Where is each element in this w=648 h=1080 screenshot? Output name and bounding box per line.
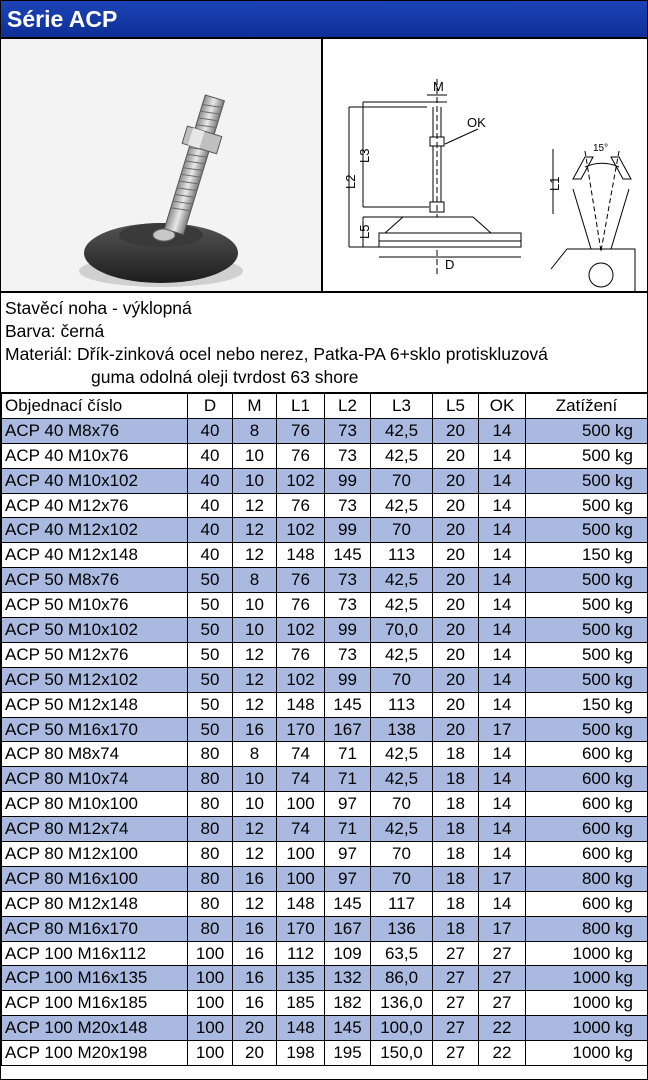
- cell-m: 10: [233, 593, 277, 618]
- cell-m: 20: [233, 1041, 277, 1066]
- cell-l2: 73: [325, 568, 371, 593]
- cell-d: 100: [188, 941, 233, 966]
- cell-l3: 150,0: [371, 1041, 433, 1066]
- cell-load: 600 kg: [526, 817, 648, 842]
- cell-m: 12: [233, 817, 277, 842]
- cell-l1: 74: [277, 742, 325, 767]
- cell-order-number: ACP 80 M12x74: [2, 817, 188, 842]
- cell-ok: 17: [479, 717, 526, 742]
- cell-order-number: ACP 50 M8x76: [2, 568, 188, 593]
- cell-load: 500 kg: [526, 568, 648, 593]
- cell-ok: 14: [479, 443, 526, 468]
- description-line-1: Stavěcí noha - výklopná: [5, 298, 192, 318]
- product-photo: [1, 39, 323, 291]
- cell-l2: 145: [325, 891, 371, 916]
- cell-l5: 20: [433, 642, 479, 667]
- table-body: [2, 418, 648, 1065]
- cell-l5: 18: [433, 866, 479, 891]
- table-row: [2, 941, 648, 966]
- cell-l3: 42,5: [371, 443, 433, 468]
- cell-d: 80: [188, 891, 233, 916]
- cell-l5: 18: [433, 742, 479, 767]
- table-row: [2, 593, 648, 618]
- cell-load: 150 kg: [526, 543, 648, 568]
- cell-load: 1000 kg: [526, 1016, 648, 1041]
- cell-load: 1000 kg: [526, 966, 648, 991]
- cell-order-number: ACP 50 M12x102: [2, 667, 188, 692]
- cell-load: 600 kg: [526, 792, 648, 817]
- cell-load: 500 kg: [526, 418, 648, 443]
- label-l3: L3: [357, 148, 372, 163]
- cell-l1: 74: [277, 767, 325, 792]
- cell-d: 40: [188, 418, 233, 443]
- cell-d: 40: [188, 443, 233, 468]
- cell-load: 500 kg: [526, 493, 648, 518]
- cell-ok: 14: [479, 742, 526, 767]
- cell-order-number: ACP 100 M16x135: [2, 966, 188, 991]
- cell-ok: 14: [479, 642, 526, 667]
- cell-ok: 17: [479, 916, 526, 941]
- cell-ok: 14: [479, 667, 526, 692]
- cell-d: 40: [188, 468, 233, 493]
- cell-order-number: ACP 80 M16x100: [2, 866, 188, 891]
- table-row: [2, 991, 648, 1016]
- cell-m: 16: [233, 916, 277, 941]
- cell-d: 50: [188, 717, 233, 742]
- product-description: [1, 293, 647, 393]
- label-angle: 15°: [593, 143, 609, 154]
- cell-l5: 18: [433, 767, 479, 792]
- cell-l1: 148: [277, 1016, 325, 1041]
- cell-d: 40: [188, 543, 233, 568]
- cell-l1: 102: [277, 618, 325, 643]
- table-row: [2, 742, 648, 767]
- cell-l2: 99: [325, 618, 371, 643]
- cell-l1: 135: [277, 966, 325, 991]
- cell-order-number: ACP 80 M8x74: [2, 742, 188, 767]
- cell-order-number: ACP 40 M8x76: [2, 418, 188, 443]
- cell-order-number: ACP 50 M16x170: [2, 717, 188, 742]
- cell-ok: 14: [479, 468, 526, 493]
- table-row: [2, 443, 648, 468]
- cell-l3: 136,0: [371, 991, 433, 1016]
- cell-l3: 70,0: [371, 618, 433, 643]
- cell-l5: 18: [433, 817, 479, 842]
- cell-order-number: ACP 40 M12x76: [2, 493, 188, 518]
- table-row: [2, 667, 648, 692]
- cell-l5: 27: [433, 966, 479, 991]
- cell-m: 12: [233, 667, 277, 692]
- cell-l2: 132: [325, 966, 371, 991]
- leveling-foot-illustration: [1, 39, 321, 291]
- cell-l3: 117: [371, 891, 433, 916]
- cell-l5: 20: [433, 543, 479, 568]
- cell-m: 10: [233, 767, 277, 792]
- cell-l2: 71: [325, 742, 371, 767]
- cell-order-number: ACP 50 M10x102: [2, 618, 188, 643]
- cell-order-number: ACP 80 M12x148: [2, 891, 188, 916]
- header-l3: L3: [371, 394, 433, 419]
- cell-m: 16: [233, 866, 277, 891]
- table-row: [2, 418, 648, 443]
- cell-l2: 167: [325, 916, 371, 941]
- cell-d: 100: [188, 991, 233, 1016]
- cell-d: 50: [188, 667, 233, 692]
- cell-d: 80: [188, 842, 233, 867]
- cell-m: 20: [233, 1016, 277, 1041]
- cell-l3: 70: [371, 518, 433, 543]
- cell-ok: 22: [479, 1016, 526, 1041]
- header-l1: L1: [277, 394, 325, 419]
- cell-load: 150 kg: [526, 692, 648, 717]
- cell-m: 10: [233, 618, 277, 643]
- cell-order-number: ACP 80 M16x170: [2, 916, 188, 941]
- cell-load: 500 kg: [526, 468, 648, 493]
- cell-ok: 14: [479, 568, 526, 593]
- cell-ok: 17: [479, 866, 526, 891]
- cell-l3: 70: [371, 468, 433, 493]
- cell-load: 600 kg: [526, 767, 648, 792]
- cell-l5: 20: [433, 568, 479, 593]
- cell-l2: 73: [325, 593, 371, 618]
- cell-m: 12: [233, 891, 277, 916]
- cell-d: 100: [188, 966, 233, 991]
- cell-m: 8: [233, 742, 277, 767]
- table-row: [2, 518, 648, 543]
- cell-l3: 113: [371, 692, 433, 717]
- cell-ok: 14: [479, 792, 526, 817]
- cell-l2: 145: [325, 1016, 371, 1041]
- cell-l2: 145: [325, 692, 371, 717]
- series-title: Série ACP: [1, 1, 647, 39]
- cell-ok: 27: [479, 966, 526, 991]
- cell-d: 80: [188, 792, 233, 817]
- table-row: [2, 468, 648, 493]
- cell-l2: 71: [325, 767, 371, 792]
- cell-ok: 27: [479, 941, 526, 966]
- cell-order-number: ACP 40 M10x102: [2, 468, 188, 493]
- cell-load: 500 kg: [526, 618, 648, 643]
- cell-order-number: ACP 40 M12x102: [2, 518, 188, 543]
- cell-d: 50: [188, 568, 233, 593]
- cell-l2: 99: [325, 667, 371, 692]
- cell-l3: 42,5: [371, 642, 433, 667]
- table-row: [2, 642, 648, 667]
- cell-l2: 73: [325, 493, 371, 518]
- cell-ok: 14: [479, 543, 526, 568]
- cell-l1: 148: [277, 891, 325, 916]
- cell-order-number: ACP 50 M12x148: [2, 692, 188, 717]
- cell-l1: 102: [277, 667, 325, 692]
- header-order-number: Objednací číslo: [2, 394, 188, 419]
- cell-load: 500 kg: [526, 443, 648, 468]
- cell-l3: 42,5: [371, 593, 433, 618]
- cell-l5: 20: [433, 468, 479, 493]
- table-row: [2, 916, 648, 941]
- cell-l1: 102: [277, 468, 325, 493]
- cell-order-number: ACP 100 M16x185: [2, 991, 188, 1016]
- table-row: [2, 891, 648, 916]
- cell-l2: 97: [325, 866, 371, 891]
- cell-order-number: ACP 50 M10x76: [2, 593, 188, 618]
- cell-l5: 18: [433, 792, 479, 817]
- cell-load: 600 kg: [526, 742, 648, 767]
- cell-order-number: ACP 100 M20x148: [2, 1016, 188, 1041]
- cell-d: 80: [188, 767, 233, 792]
- cell-order-number: ACP 100 M16x112: [2, 941, 188, 966]
- cell-l1: 76: [277, 568, 325, 593]
- cell-m: 16: [233, 941, 277, 966]
- description-line-4: guma odolná oleji tvrdost 63 shore: [91, 367, 359, 387]
- cell-l3: 42,5: [371, 418, 433, 443]
- cell-d: 40: [188, 493, 233, 518]
- cell-l3: 100,0: [371, 1016, 433, 1041]
- cell-l1: 74: [277, 817, 325, 842]
- cell-d: 50: [188, 618, 233, 643]
- cell-l3: 70: [371, 667, 433, 692]
- cell-l1: 170: [277, 717, 325, 742]
- cell-d: 80: [188, 817, 233, 842]
- cell-l1: 102: [277, 518, 325, 543]
- cell-m: 8: [233, 568, 277, 593]
- cell-d: 80: [188, 916, 233, 941]
- cell-l5: 27: [433, 991, 479, 1016]
- table-row: [2, 618, 648, 643]
- cell-load: 1000 kg: [526, 941, 648, 966]
- table-header-row: [2, 394, 648, 419]
- cell-m: 12: [233, 842, 277, 867]
- cell-l3: 42,5: [371, 767, 433, 792]
- cell-l5: 20: [433, 518, 479, 543]
- cell-ok: 14: [479, 767, 526, 792]
- cell-load: 500 kg: [526, 642, 648, 667]
- cell-l5: 18: [433, 891, 479, 916]
- cell-d: 50: [188, 692, 233, 717]
- cell-l3: 63,5: [371, 941, 433, 966]
- cell-load: 600 kg: [526, 842, 648, 867]
- cell-l2: 97: [325, 792, 371, 817]
- cell-l3: 42,5: [371, 742, 433, 767]
- cell-order-number: ACP 40 M10x76: [2, 443, 188, 468]
- cell-order-number: ACP 80 M12x100: [2, 842, 188, 867]
- cell-l1: 76: [277, 642, 325, 667]
- cell-l3: 42,5: [371, 568, 433, 593]
- table-row: [2, 767, 648, 792]
- cell-l1: 100: [277, 842, 325, 867]
- cell-ok: 14: [479, 842, 526, 867]
- cell-m: 12: [233, 493, 277, 518]
- cell-l1: 76: [277, 493, 325, 518]
- label-d: D: [445, 257, 455, 272]
- table-row: [2, 692, 648, 717]
- cell-l2: 109: [325, 941, 371, 966]
- cell-ok: 14: [479, 418, 526, 443]
- cell-d: 40: [188, 518, 233, 543]
- cell-l5: 18: [433, 842, 479, 867]
- cell-d: 80: [188, 866, 233, 891]
- cell-load: 800 kg: [526, 916, 648, 941]
- cell-l1: 76: [277, 443, 325, 468]
- table-row: [2, 792, 648, 817]
- table-row: [2, 717, 648, 742]
- cell-l5: 20: [433, 418, 479, 443]
- cell-l3: 113: [371, 543, 433, 568]
- cell-ok: 14: [479, 518, 526, 543]
- label-l5: L5: [357, 224, 372, 239]
- cell-load: 800 kg: [526, 866, 648, 891]
- cell-m: 12: [233, 642, 277, 667]
- table-row: [2, 1041, 648, 1066]
- cell-l5: 18: [433, 916, 479, 941]
- cell-l5: 20: [433, 443, 479, 468]
- cell-load: 600 kg: [526, 891, 648, 916]
- cell-l5: 27: [433, 1016, 479, 1041]
- cell-m: 16: [233, 966, 277, 991]
- table-row: [2, 543, 648, 568]
- table-row: [2, 842, 648, 867]
- cell-l3: 42,5: [371, 493, 433, 518]
- cell-l5: 20: [433, 667, 479, 692]
- label-ok: OK: [467, 115, 486, 130]
- cell-load: 500 kg: [526, 667, 648, 692]
- cell-ok: 14: [479, 593, 526, 618]
- header-l2: L2: [325, 394, 371, 419]
- specification-table: [1, 393, 648, 1066]
- cell-m: 8: [233, 418, 277, 443]
- cell-l1: 112: [277, 941, 325, 966]
- cell-ok: 14: [479, 493, 526, 518]
- cell-l2: 167: [325, 717, 371, 742]
- header-ok: OK: [479, 394, 526, 419]
- cell-l2: 97: [325, 842, 371, 867]
- cell-l1: 185: [277, 991, 325, 1016]
- cell-m: 12: [233, 518, 277, 543]
- cell-l3: 86,0: [371, 966, 433, 991]
- cell-d: 100: [188, 1016, 233, 1041]
- cell-l5: 27: [433, 941, 479, 966]
- cell-d: 50: [188, 642, 233, 667]
- cell-load: 1000 kg: [526, 1041, 648, 1066]
- cell-load: 500 kg: [526, 593, 648, 618]
- cell-l1: 100: [277, 792, 325, 817]
- cell-l5: 20: [433, 717, 479, 742]
- technical-drawing: [323, 39, 647, 291]
- label-m: M: [433, 79, 444, 94]
- label-l1: L1: [547, 176, 562, 191]
- header-d: D: [188, 394, 233, 419]
- cell-order-number: ACP 80 M10x100: [2, 792, 188, 817]
- cell-order-number: ACP 100 M20x198: [2, 1041, 188, 1066]
- cell-load: 1000 kg: [526, 991, 648, 1016]
- table-row: [2, 817, 648, 842]
- cell-ok: 14: [479, 692, 526, 717]
- cell-l1: 76: [277, 593, 325, 618]
- cell-l1: 148: [277, 692, 325, 717]
- cell-m: 10: [233, 792, 277, 817]
- cell-l5: 20: [433, 618, 479, 643]
- cell-ok: 14: [479, 618, 526, 643]
- cell-d: 50: [188, 593, 233, 618]
- cell-l5: 20: [433, 692, 479, 717]
- cell-l2: 73: [325, 642, 371, 667]
- cell-l2: 145: [325, 543, 371, 568]
- description-line-2: Barva: černá: [5, 321, 105, 341]
- cell-l3: 70: [371, 842, 433, 867]
- cell-l1: 148: [277, 543, 325, 568]
- cell-m: 12: [233, 692, 277, 717]
- label-l2: L2: [343, 174, 358, 189]
- table-row: [2, 966, 648, 991]
- cell-l1: 198: [277, 1041, 325, 1066]
- cell-m: 16: [233, 717, 277, 742]
- table-row: [2, 568, 648, 593]
- cell-l3: 136: [371, 916, 433, 941]
- cell-l5: 20: [433, 493, 479, 518]
- cell-l2: 71: [325, 817, 371, 842]
- cell-load: 500 kg: [526, 518, 648, 543]
- header-load: Zatížení: [526, 394, 648, 419]
- cell-m: 10: [233, 468, 277, 493]
- cell-l3: 70: [371, 792, 433, 817]
- cell-m: 10: [233, 443, 277, 468]
- cell-order-number: ACP 50 M12x76: [2, 642, 188, 667]
- header-l5: L5: [433, 394, 479, 419]
- cell-l2: 99: [325, 468, 371, 493]
- cell-ok: 14: [479, 891, 526, 916]
- cell-l3: 70: [371, 866, 433, 891]
- cell-l2: 195: [325, 1041, 371, 1066]
- description-line-3: Materiál: Dřík-zinková ocel nebo nerez, Patka-PA 6+sklo protiskluzová: [5, 344, 548, 364]
- cell-load: 500 kg: [526, 717, 648, 742]
- table-row: [2, 1016, 648, 1041]
- cell-l1: 170: [277, 916, 325, 941]
- cell-l2: 73: [325, 443, 371, 468]
- cell-order-number: ACP 80 M10x74: [2, 767, 188, 792]
- table-row: [2, 866, 648, 891]
- cell-l2: 99: [325, 518, 371, 543]
- cell-d: 100: [188, 1041, 233, 1066]
- cell-l3: 42,5: [371, 817, 433, 842]
- cell-l1: 100: [277, 866, 325, 891]
- header-m: M: [233, 394, 277, 419]
- image-row: [1, 39, 647, 293]
- cell-m: 12: [233, 543, 277, 568]
- cell-ok: 27: [479, 991, 526, 1016]
- cell-l5: 20: [433, 593, 479, 618]
- cell-d: 80: [188, 742, 233, 767]
- cell-m: 16: [233, 991, 277, 1016]
- cell-l1: 76: [277, 418, 325, 443]
- cell-l2: 73: [325, 418, 371, 443]
- table-row: [2, 493, 648, 518]
- cell-l5: 27: [433, 1041, 479, 1066]
- cell-l3: 138: [371, 717, 433, 742]
- cell-ok: 14: [479, 817, 526, 842]
- dimension-drawing: [323, 39, 647, 291]
- cell-ok: 22: [479, 1041, 526, 1066]
- cell-order-number: ACP 40 M12x148: [2, 543, 188, 568]
- cell-l2: 182: [325, 991, 371, 1016]
